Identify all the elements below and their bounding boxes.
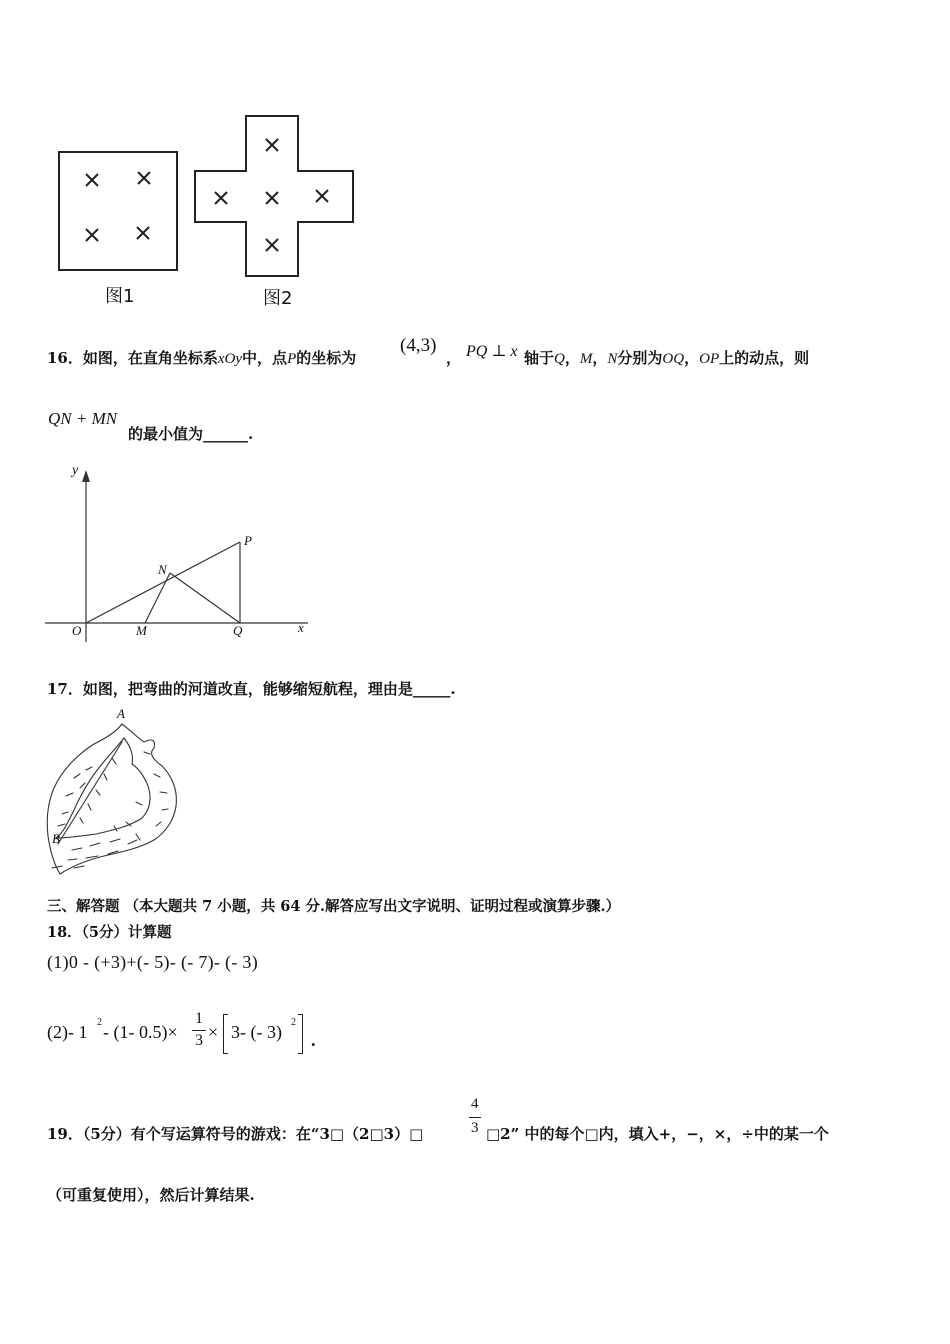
q18-line1: (1)0 - (+3)+(- 5)- (- 7)- (- 3) — [47, 952, 259, 972]
segment-mn — [145, 573, 170, 623]
q19-line1-b: □2” 中的每个□内，填入+，−，×，÷中的某一个 — [486, 1125, 829, 1143]
label-m: M — [136, 623, 147, 638]
q16-expr: QN + MN — [48, 409, 118, 428]
q16-diagram — [40, 460, 325, 645]
label-y: y — [72, 463, 79, 478]
q19-frac-den: 3 — [471, 1120, 479, 1136]
label-n: N — [158, 562, 167, 577]
river-label-a: A — [117, 706, 125, 721]
fig2-crosses — [215, 139, 328, 251]
section3-heading: 三、解答题 （本大题共 7 小题，共 64 分.解答应写出文字说明、证明过程或演算步骤.） — [47, 898, 621, 915]
q18-bracket-left — [223, 1014, 228, 1054]
fig2-caption: 图2 — [263, 288, 293, 309]
q19-frac-num: 4 — [471, 1096, 479, 1112]
y-axis-arrow — [82, 470, 90, 482]
segment-op — [86, 542, 240, 623]
river-sketch — [44, 718, 184, 878]
fig1-crosses — [86, 172, 150, 241]
river-label-b: B — [52, 831, 60, 846]
q16-line1-rest: 轴于Q，M，N分别为OQ，OP上的动点，则 — [524, 349, 810, 367]
q17-text: 17．如图，把弯曲的河道改直，能够缩短航程，理由是_____. — [47, 680, 456, 698]
fig1-caption: 图1 — [105, 286, 135, 307]
label-x: x — [298, 620, 304, 635]
q18-frac-den: 3 — [195, 1032, 203, 1049]
q16-coord: (4,3) — [400, 335, 437, 356]
q16-perp: PQ ⊥ x — [466, 343, 518, 360]
label-o: O — [72, 623, 82, 638]
q19-line2: （可重复使用），然后计算结果. — [47, 1186, 255, 1204]
segment-nq — [170, 573, 240, 623]
label-p: P — [244, 533, 252, 548]
q16-line1: 16．如图，在直角坐标系xOy中，点P的坐标为 — [47, 349, 357, 367]
fig1-square — [59, 152, 177, 270]
q16-comma: ， — [446, 349, 462, 367]
q18-frac-num: 1 — [195, 1010, 203, 1027]
q19-frac-bar — [469, 1117, 481, 1118]
q18-header: 18．（5分）计算题 — [47, 924, 172, 941]
seating-figures — [50, 110, 370, 310]
label-q: Q — [233, 623, 243, 638]
q16-number: 16． — [47, 349, 83, 367]
q16-blank-line: 的最小值为______. — [128, 425, 254, 443]
q19-line1-a: 19．（5分）有个写运算符号的游戏：在“3□（2□3）□ — [47, 1125, 424, 1143]
q18-frac-bar — [192, 1030, 206, 1031]
q18-bracket-right — [298, 1014, 303, 1054]
